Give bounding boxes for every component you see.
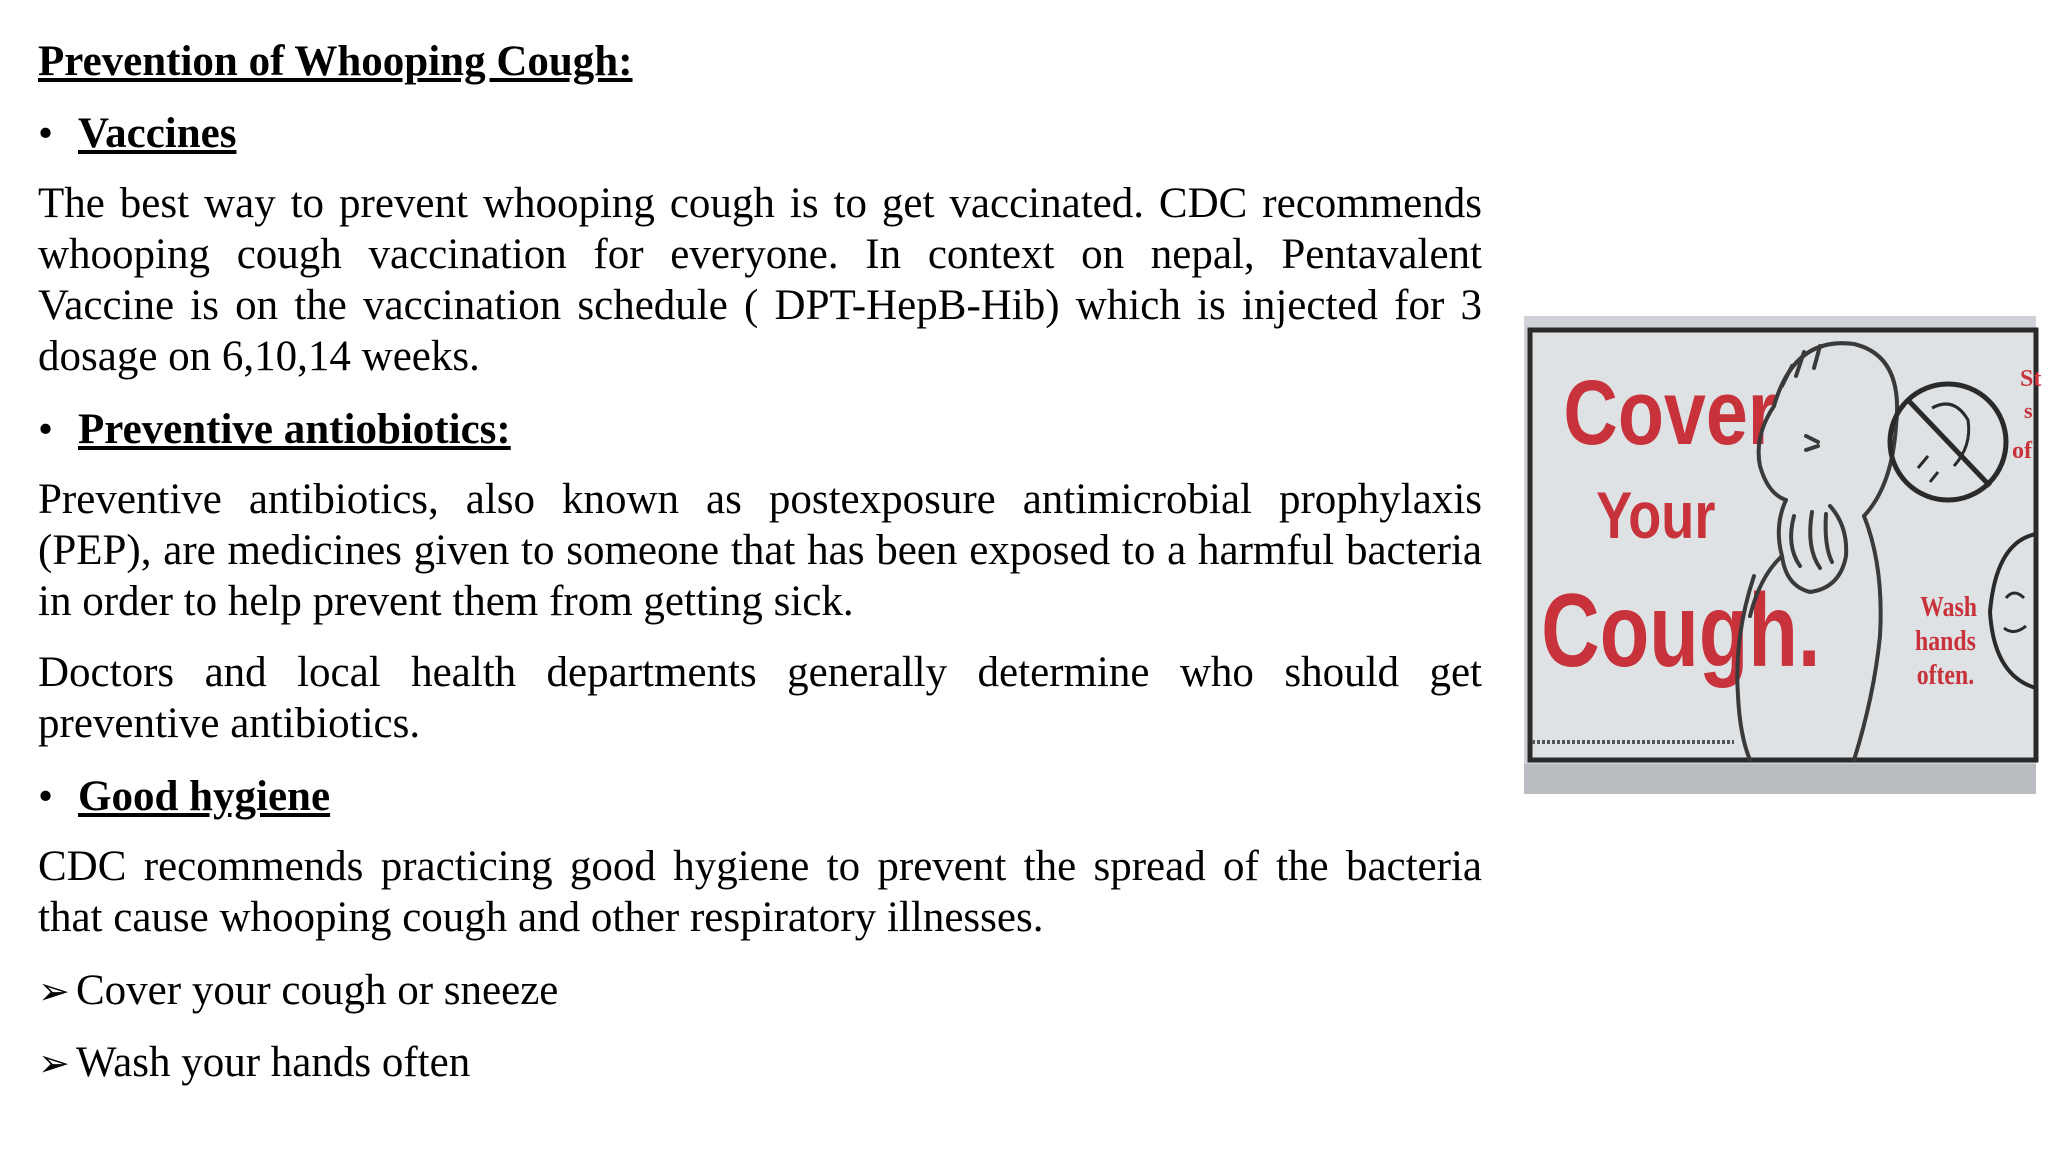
arrow-bullet-icon: ➢ (38, 969, 70, 1013)
poster-word-cough: Cough. (1541, 572, 1821, 689)
hygiene-item-text: Wash your hands often (76, 1039, 471, 1086)
bullet-vaccines (38, 106, 1482, 162)
poster-hands: hands (1915, 625, 1976, 657)
hygiene-item (38, 963, 1482, 1019)
poster-word-your: Your (1596, 477, 1716, 553)
slide-content (38, 34, 1482, 1107)
bullet-dot: • (38, 110, 54, 157)
poster-often: often. (1916, 659, 1975, 691)
bullet-antibiotics (38, 402, 1482, 458)
poster-wash: Wash (1920, 591, 1977, 623)
arrow-bullet-icon: ➢ (38, 1041, 70, 1085)
page-title: Prevention of Whooping Cough: (38, 38, 633, 85)
hygiene-paragraph: CDC recommends practicing good hygiene to prevent the spread of the bacteria that cause whooping cough and other respiratory illnesses. (38, 843, 1482, 941)
poster-word-cover: Cover (1563, 360, 1778, 464)
hygiene-item (38, 1035, 1482, 1091)
hygiene-item-text: Cover your cough or sneeze (76, 967, 559, 1014)
cover-your-cough-poster (1524, 316, 2042, 794)
section-heading-hygiene: Good hygiene (78, 773, 331, 820)
section-heading-vaccines: Vaccines (78, 110, 237, 157)
poster-edge-st: St (2020, 366, 2042, 392)
antibiotics-paragraph-2: Doctors and local health departments generally determine who should get preventive antibiotics. (38, 649, 1482, 747)
bullet-hygiene (38, 769, 1482, 825)
bullet-dot: • (38, 773, 54, 820)
bullet-dot: • (38, 406, 54, 453)
poster-edge-s: s (2024, 398, 2033, 423)
section-heading-antibiotics: Preventive antiobiotics: (78, 406, 511, 453)
antibiotics-paragraph-1: Preventive antibiotics, also known as postexposure antimicrobial prophylaxis (PEP), are medicines given to someone that has been exposed to a harmful bacteria in order to help prevent them from getting sick. (38, 476, 1482, 625)
poster-edge-of: of (2012, 438, 2032, 464)
vaccines-paragraph: The best way to prevent whooping cough is to get vaccinated. CDC recommends whooping cough vaccination for everyone. In context on nepal, Pentavalent Vaccine is on the vaccination schedule ( DPT-HepB-Hib) which is injected for 3 dosage on 6,10,14 weeks. (38, 180, 1482, 380)
poster-wall-strip (1524, 764, 2036, 794)
